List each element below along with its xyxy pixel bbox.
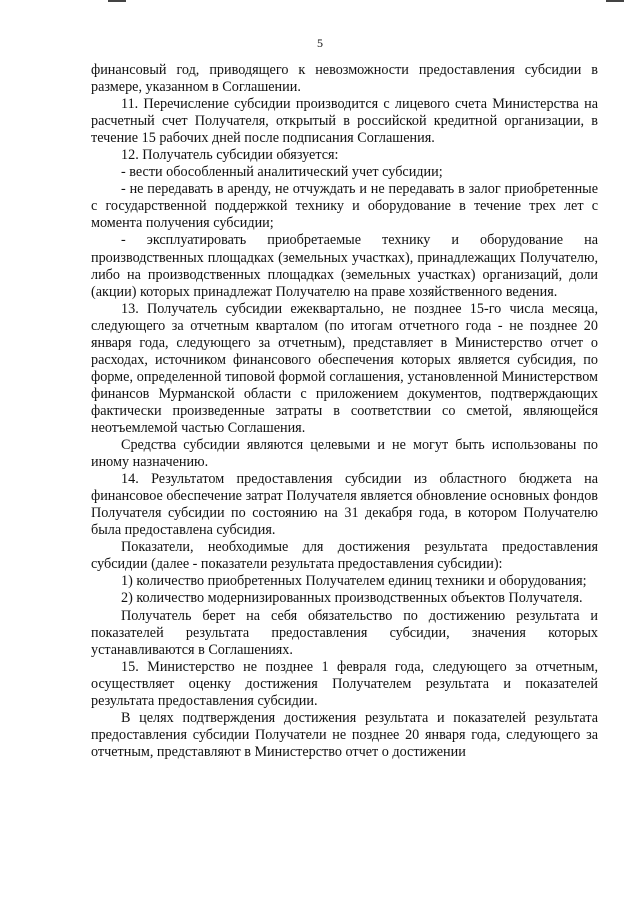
obligation-item: - не передавать в аренду, не отчуждать и не передавать в залог приобретенные с государственной поддержкой технику и оборудование в течение трех лет с момента получения субсидии; bbox=[91, 181, 598, 232]
paragraph-15: 15. Министерство не позднее 1 февраля года, следующего за отчетным, осуществляет оценку достижения Получателем результата и показателей результата предоставления субсидии. bbox=[91, 658, 598, 709]
paragraph-obligation: Получатель берет на себя обязательство по достижению результата и показателей результата предоставления субсидии, значения которых устанавливаются в Соглашениях. bbox=[91, 607, 598, 658]
top-edge-mark-left bbox=[108, 0, 126, 2]
document-body bbox=[91, 62, 598, 761]
indicator-item: 2) количество модернизированных производственных объектов Получателя. bbox=[121, 590, 583, 607]
paragraph-13: 13. Получатель субсидии ежеквартально, не позднее 15-го числа месяца, следующего за отчетным кварталом (по итогам отчетного года - не позднее 20 января года, следующего за отчетным), представляет в Министерство отчет о расходах, источником финансового обеспечения которых является субсидия, по форме, определенной типовой формой соглашения, установленной Министерством финансов Мурманской области с приложением документов, подтверждающих фактически произведенные затраты в соответствии со сметой, являющейся неотъемлемой частью Соглашения. bbox=[91, 300, 598, 436]
indicator-item: 1) количество приобретенных Получателем единиц техники и оборудования; bbox=[121, 573, 587, 590]
paragraph-indicators: Показатели, необходимые для достижения результата предоставления субсидии (далее - показатели результата предоставления субсидии): bbox=[91, 539, 598, 573]
top-edge-mark-right bbox=[606, 0, 624, 2]
paragraph-11: 11. Перечисление субсидии производится с лицевого счета Министерства на расчетный счет Получателя, открытый в российской кредитной организации, в течение 15 рабочих дней после подписания Соглашения. bbox=[91, 96, 598, 147]
obligation-item: - вести обособленный аналитический учет субсидии; bbox=[121, 164, 443, 181]
paragraph-14: 14. Результатом предоставления субсидии из областного бюджета на финансовое обеспечение затрат Получателя является обновление основных фондов Получателя субсидии по состоянию на 31 декабря года, в котором Получателю была предоставлена субсидия. bbox=[91, 471, 598, 539]
paragraph-continuation: финансовый год, приводящего к невозможности предоставления субсидии в размере, указанном в Соглашении. bbox=[91, 62, 598, 96]
obligation-item: - эксплуатировать приобретаемые технику и оборудование на производственных площадках (земельных участках), принадлежащих Получателю, либо на производственных площадках (земельных участках) организаций, доли (акции) которых принадлежат Получателю на праве хозяйственного ведения. bbox=[91, 232, 598, 300]
paragraph-confirmation: В целях подтверждения достижения результата и показателей результата предоставления субсидии Получатели не позднее 20 января года, следующего за отчетным, представляют в Министерство отчет о достижении bbox=[91, 709, 598, 760]
paragraph-targeted-funds: Средства субсидии являются целевыми и не могут быть использованы по иному назначению. bbox=[91, 437, 598, 471]
page-number: 5 bbox=[317, 36, 323, 50]
paragraph-12: 12. Получатель субсидии обязуется: bbox=[121, 147, 339, 164]
